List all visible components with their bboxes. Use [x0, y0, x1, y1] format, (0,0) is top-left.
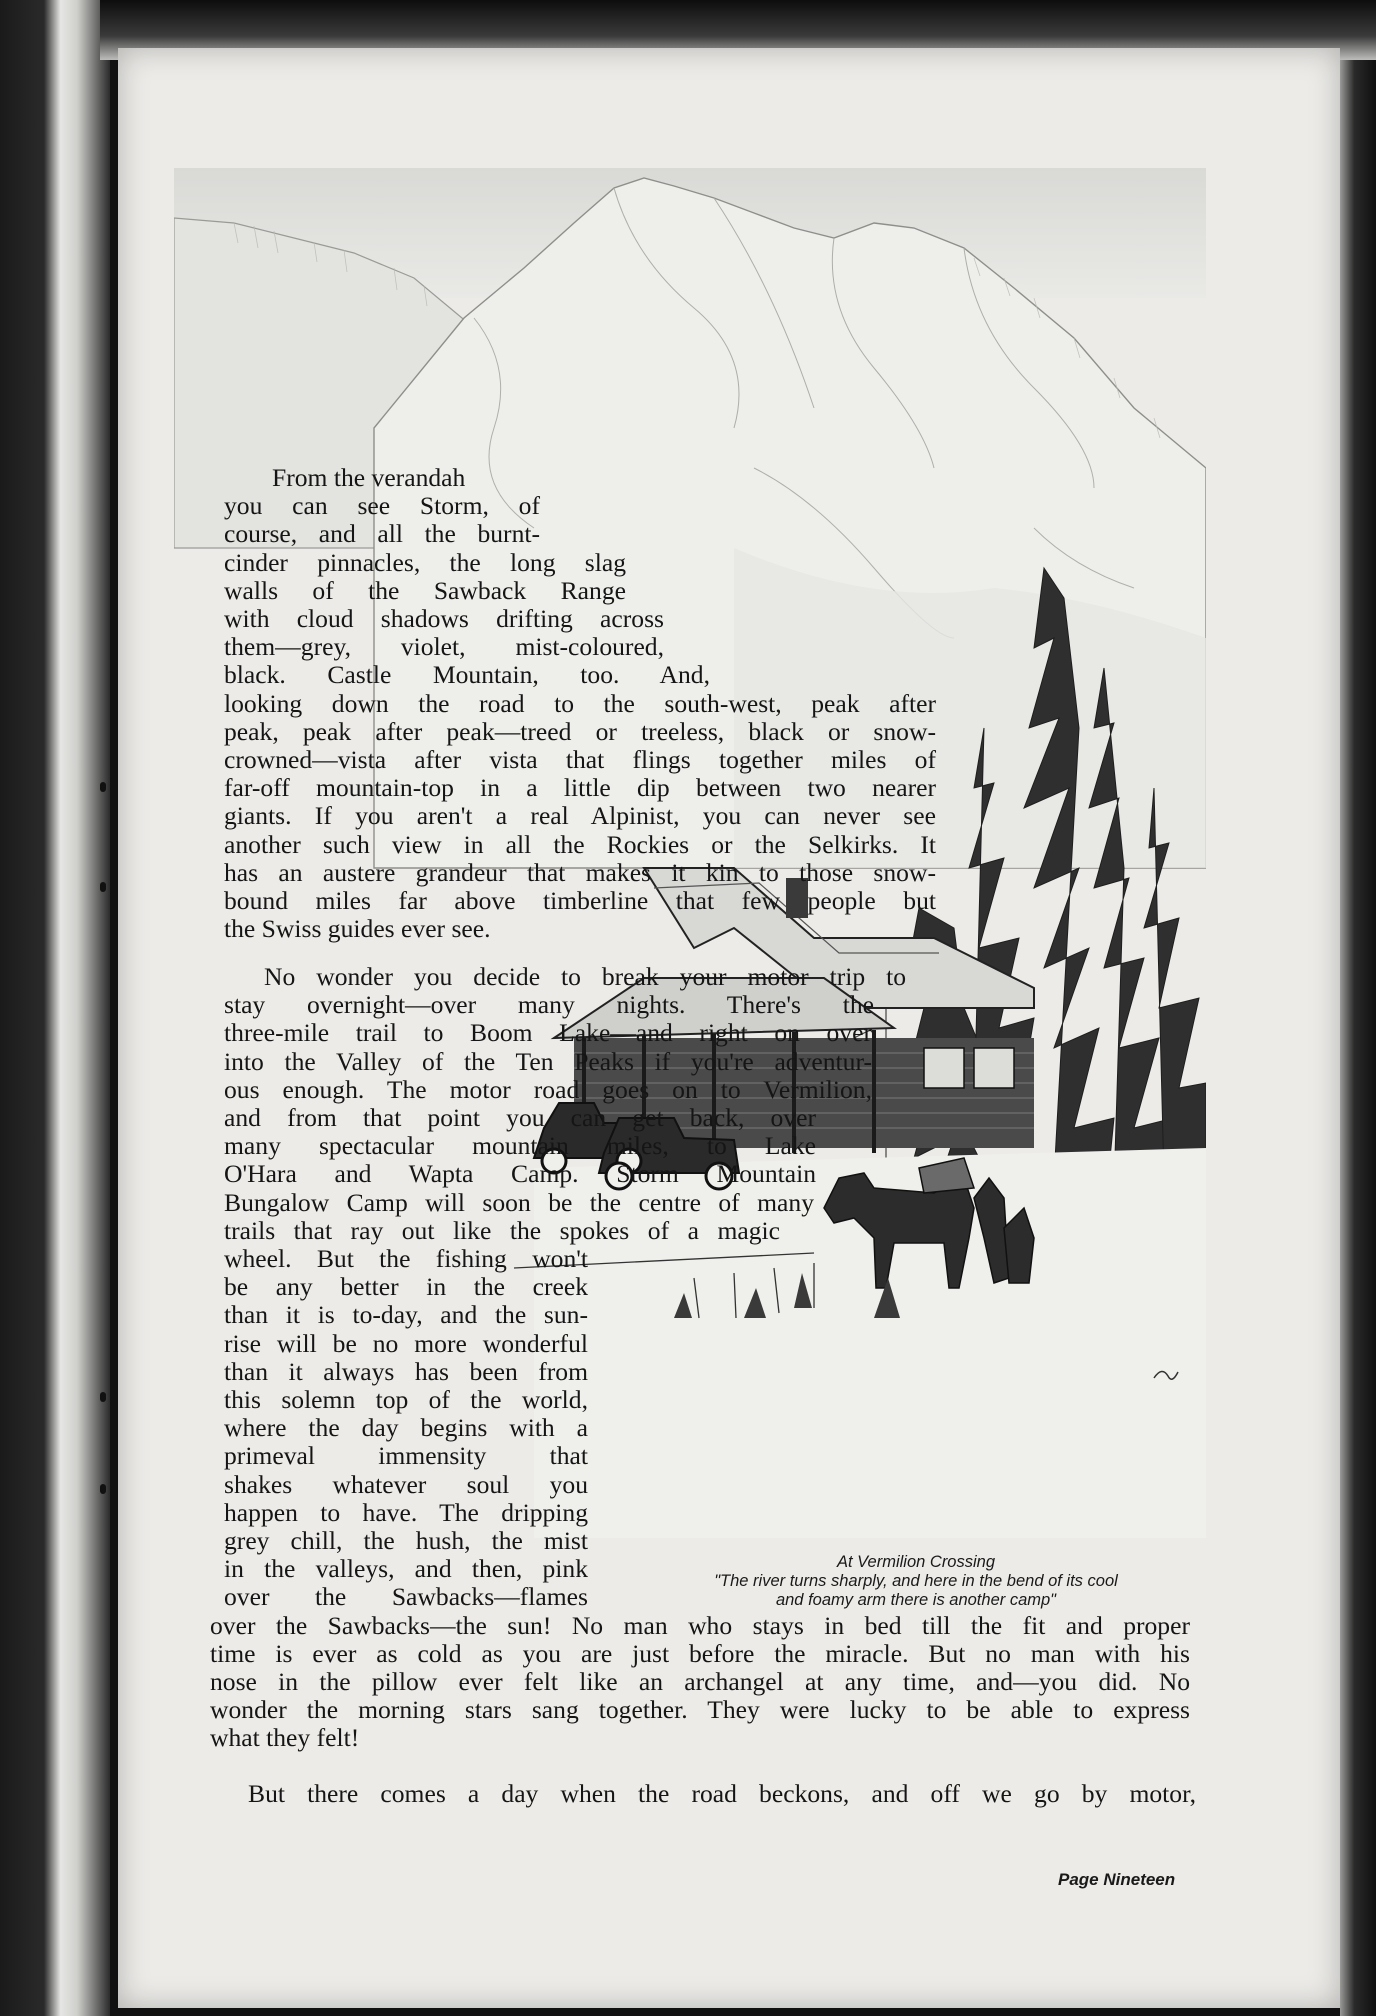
- text-line: in the valleys, and then, pink: [224, 1554, 588, 1584]
- text-line: Bungalow Camp will soon be the centre of many: [224, 1187, 814, 1217]
- margin-mark: [100, 1392, 106, 1402]
- caption-quote-line: "The river turns sharply, and here in the bend of its cool: [714, 1572, 1118, 1590]
- text-line: with cloud shadows drifting across: [224, 604, 664, 634]
- text-line: many spectacular mountain miles, to Lake: [224, 1131, 816, 1161]
- text-line: stay overnight—over many nights. There's the: [224, 990, 874, 1020]
- caption-title: At Vermilion Crossing: [836, 1553, 996, 1571]
- text-line: primeval immensity that: [224, 1441, 588, 1471]
- paragraph-1: [224, 464, 960, 943]
- margin-mark: [100, 1484, 106, 1494]
- text-line: where the day begins with a: [224, 1413, 588, 1443]
- scan-right-edge: [1340, 60, 1376, 2016]
- text-line: three-mile trail to Boom Lake—and right on over: [224, 1018, 872, 1048]
- text-line: wonder the morning stars sang together. They were lucky to be able to express: [210, 1695, 1190, 1725]
- text-line: what they felt!: [210, 1723, 360, 1753]
- text-line: be any better in the creek: [224, 1272, 588, 1302]
- text-line: another such view in all the Rockies or the Selkirks. It: [224, 829, 936, 859]
- text-line: far-off mountain-top in a little dip between two nearer: [224, 773, 936, 803]
- text-line: has an austere grandeur that makes it kin to those snow-: [224, 857, 936, 887]
- text-line: happen to have. The dripping: [224, 1497, 588, 1527]
- text-line: No wonder you decide to break your motor trip to: [264, 962, 906, 991]
- text-line: this solemn top of the world,: [224, 1385, 588, 1415]
- text-line: over the Sawbacks—flames: [224, 1582, 588, 1612]
- text-line: and from that point you can get back, over: [224, 1103, 816, 1133]
- text-line: peak, peak after peak—treed or treeless, black or snow-: [224, 716, 936, 746]
- text-line: trails that ray out like the spokes of a magic: [224, 1215, 780, 1245]
- text-line: time is ever as cold as you are just before the miracle. But no man with his: [210, 1638, 1190, 1668]
- page-number: Page Nineteen: [1058, 1870, 1176, 1889]
- text-line: black. Castle Mountain, too. And,: [224, 660, 710, 690]
- text-line: than it is to-day, and the sun-: [224, 1300, 588, 1330]
- text-line: course, and all the burnt-: [224, 519, 540, 549]
- illustration-caption: [636, 1553, 1196, 1610]
- paragraph-3: [248, 1780, 1196, 1808]
- scan-binding-edge: [0, 0, 110, 2016]
- text-line: them—grey, violet, mist-coloured,: [224, 632, 664, 662]
- text-line: But there comes a day when the road beckons, and off we go by motor,: [248, 1779, 1196, 1808]
- text-line: you can see Storm, of: [224, 491, 540, 521]
- paragraph-2: [210, 962, 1224, 1753]
- text-line: into the Valley of the Ten Peaks if you're adventur-: [224, 1046, 872, 1076]
- text-line: over the Sawbacks—the sun! No man who stays in bed till the fit and proper: [210, 1610, 1190, 1640]
- text-line: the Swiss guides ever see.: [224, 914, 491, 944]
- text-line: than it always has been from: [224, 1356, 588, 1386]
- text-line: giants. If you aren't a real Alpinist, you can never see: [224, 801, 936, 831]
- text-line: walls of the Sawback Range: [224, 575, 626, 605]
- text-line: shakes whatever soul you: [224, 1469, 588, 1499]
- text-line: ous enough. The motor road goes on to Vermilion,: [224, 1074, 872, 1104]
- margin-mark: [100, 882, 106, 892]
- text-line: looking down the road to the south-west, peak after: [224, 688, 936, 718]
- margin-mark: [100, 782, 106, 792]
- text-line: From the verandah: [272, 463, 466, 492]
- text-line: nose in the pillow ever felt like an archangel at any time, and—you did. No: [210, 1667, 1190, 1697]
- text-line: rise will be no more wonderful: [224, 1328, 588, 1358]
- text-line: O'Hara and Wapta Camp. Storm Mountain: [224, 1159, 816, 1189]
- text-line: cinder pinnacles, the long slag: [224, 547, 626, 577]
- text-line: bound miles far above timberline that few people but: [224, 886, 936, 916]
- text-line: crowned—vista after vista that flings together miles of: [224, 745, 936, 775]
- text-line: grey chill, the hush, the mist: [224, 1526, 588, 1556]
- caption-quote-line: and foamy arm there is another camp": [775, 1591, 1057, 1609]
- text-line: wheel. But the fishing won't: [224, 1244, 588, 1274]
